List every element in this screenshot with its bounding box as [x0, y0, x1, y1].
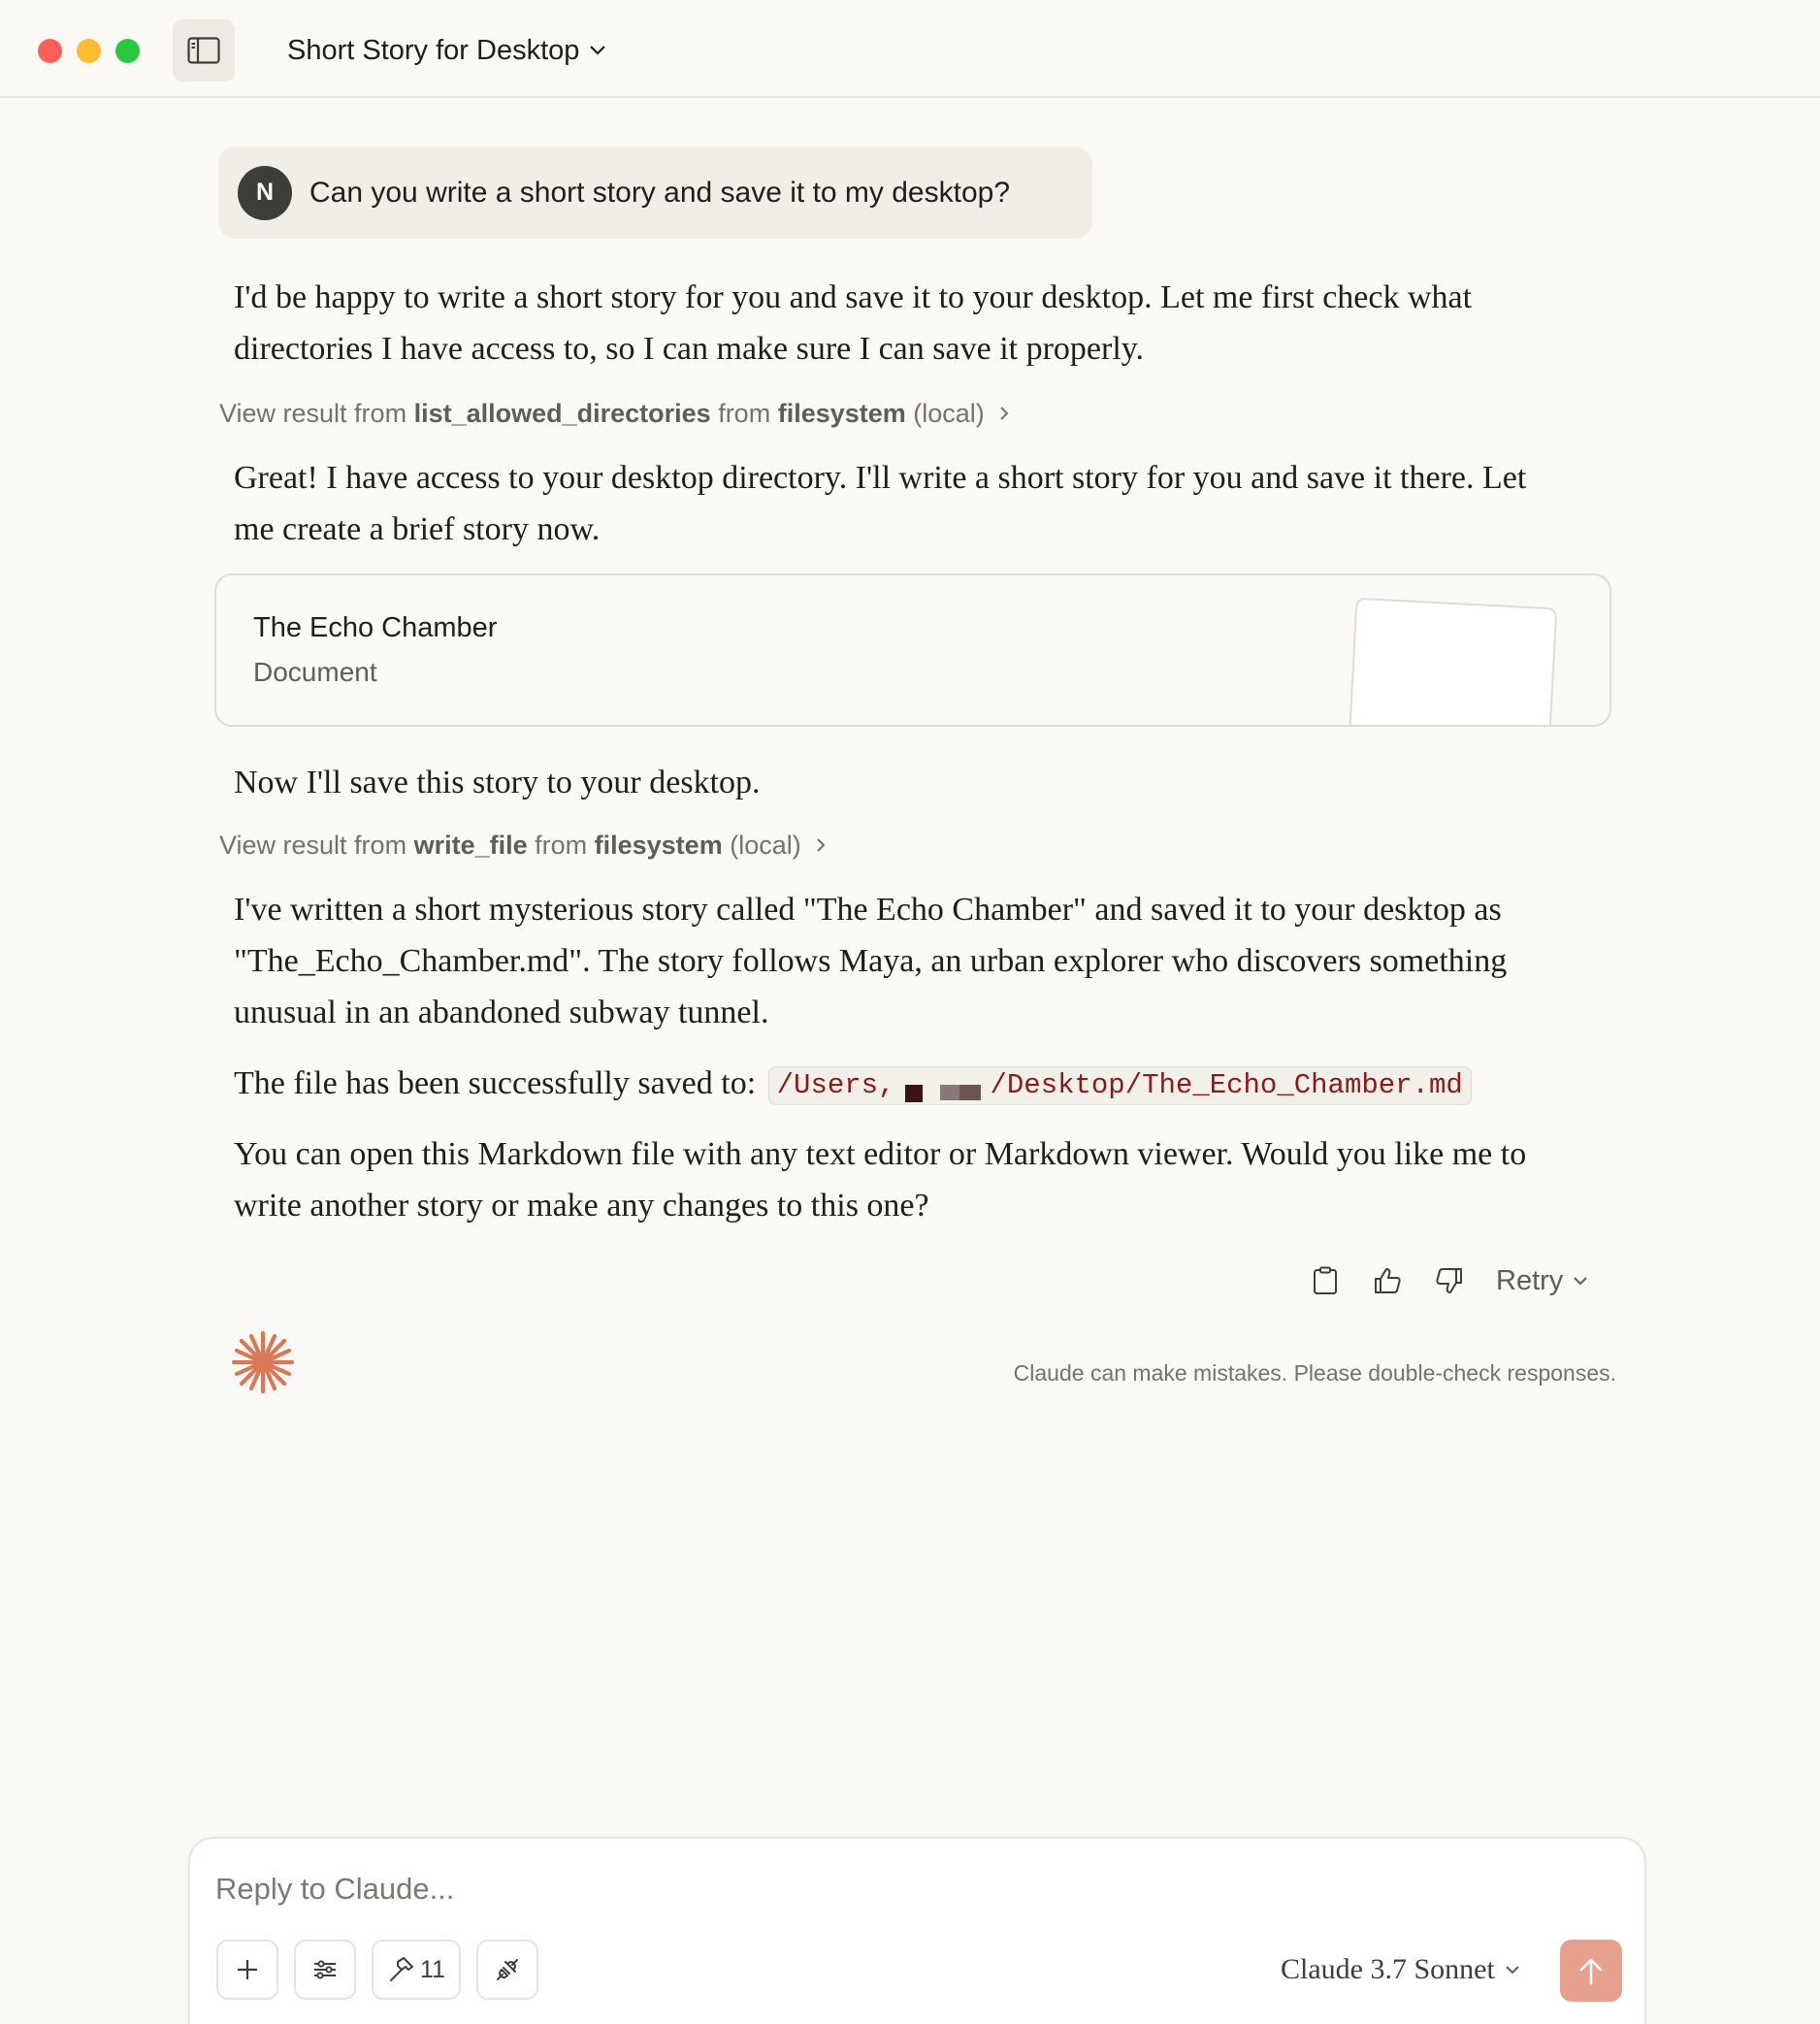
composer	[188, 1837, 1646, 2024]
sidebar-icon	[187, 37, 220, 64]
tool-server: filesystem	[594, 830, 723, 860]
integrations-button[interactable]	[476, 1940, 538, 2000]
message-actions	[1304, 1259, 1588, 1302]
thumbs-up-icon	[1373, 1267, 1402, 1294]
settings-sliders-button[interactable]	[294, 1940, 356, 2000]
disclaimer-text: Claude can make mistakes. Please double-check responses.	[1013, 1360, 1616, 1386]
assistant-saved-path-line	[234, 1058, 1573, 1109]
tools-count: 11	[420, 1955, 445, 1983]
copy-button[interactable]	[1304, 1259, 1347, 1302]
claude-logo-icon	[230, 1329, 296, 1395]
user-message-text: Can you write a short story and save it to my desktop?	[309, 176, 1011, 209]
plug-icon	[494, 1956, 521, 1983]
model-selector[interactable]	[1281, 1947, 1520, 1992]
tool-result-mid: from	[710, 398, 778, 428]
assistant-closing-text: You can open this Markdown file with any text editor or Markdown viewer. Would you like me to write another story or make any changes to this one?	[234, 1136, 1527, 1224]
user-message	[218, 147, 1092, 239]
plus-icon	[236, 1958, 259, 1981]
title-bar	[0, 0, 1820, 98]
hammer-icon	[387, 1956, 414, 1983]
chevron-down-icon	[1505, 1965, 1520, 1975]
tool-result-link-write-file[interactable]	[219, 826, 827, 865]
tool-result-suffix: (local)	[722, 830, 801, 860]
tool-server: filesystem	[777, 398, 906, 428]
retry-button[interactable]	[1496, 1265, 1588, 1297]
retry-label: Retry	[1496, 1264, 1564, 1296]
sidebar-toggle-button[interactable]	[173, 19, 235, 82]
tool-name: list_allowed_directories	[413, 398, 711, 428]
chat-title-dropdown[interactable]	[287, 31, 606, 70]
maximize-window-button[interactable]	[115, 39, 140, 63]
tools-button[interactable]	[372, 1940, 461, 2000]
artifact-type: Document	[253, 657, 377, 687]
tool-result-prefix: View result from	[219, 398, 414, 428]
assistant-summary-text: I've written a short mysterious story called "The Echo Chamber" and saved it to your desktop as "The_Echo_Chamber.md". The story follows Maya, an urban explorer who discovers something unusual in an abandoned subway tunnel.	[234, 892, 1508, 1030]
chevron-right-icon	[998, 405, 1010, 422]
close-window-button[interactable]	[38, 39, 62, 63]
saved-path-label: The file has been successfully saved to:	[234, 1065, 764, 1101]
saved-path-code: /Users, /Desktop/The_Echo_Chamber.md	[768, 1066, 1472, 1105]
clipboard-icon	[1313, 1266, 1338, 1295]
tool-result-prefix: View result from	[219, 830, 414, 860]
tool-result-suffix: (local)	[905, 398, 985, 428]
minimize-window-button[interactable]	[77, 39, 101, 63]
add-attachment-button[interactable]	[216, 1940, 278, 2000]
tool-result-mid: from	[527, 830, 595, 860]
assistant-access-text: Great! I have access to your desktop directory. I'll write a short story for you and save it there. Let me create a brief story now.	[234, 460, 1527, 547]
artifact-thumbnail	[1348, 598, 1558, 727]
artifact-title: The Echo Chamber	[253, 612, 498, 643]
assistant-saving-text: Now I'll save this story to your desktop.	[234, 765, 761, 800]
tool-name: write_file	[413, 830, 528, 860]
chevron-right-icon	[815, 836, 827, 854]
chat-title: Short Story for Desktop	[287, 34, 580, 66]
redacted-username	[897, 1077, 987, 1094]
send-button[interactable]	[1560, 1940, 1622, 2002]
thumbs-down-button[interactable]	[1428, 1259, 1471, 1302]
sliders-icon	[312, 1959, 338, 1980]
tool-result-link-list-directories[interactable]	[219, 394, 1010, 433]
chevron-down-icon	[1573, 1276, 1588, 1286]
chevron-down-icon	[589, 45, 606, 56]
avatar: N	[238, 166, 292, 220]
arrow-up-icon	[1578, 1956, 1604, 1985]
reply-input[interactable]	[215, 1868, 1477, 1910]
thumbs-down-icon	[1435, 1267, 1464, 1294]
thumbs-up-button[interactable]	[1366, 1259, 1409, 1302]
model-name: Claude 3.7 Sonnet	[1281, 1953, 1495, 1985]
artifact-card[interactable]	[214, 573, 1611, 727]
assistant-intro-text: I'd be happy to write a short story for you and save it to your desktop. Let me first check what directories I have access to, so I can make sure I can save it properly.	[234, 279, 1473, 367]
